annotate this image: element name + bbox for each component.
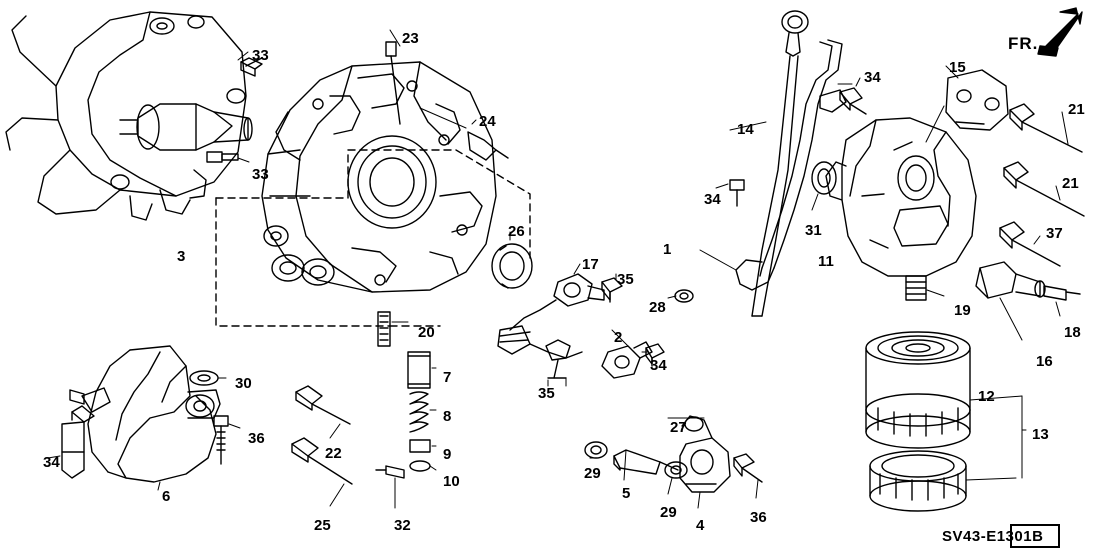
callout-20: 20 [418,324,435,341]
bolt-36-strainer [214,416,240,464]
callout-5: 5 [622,485,631,502]
callout-19: 19 [954,302,971,319]
callout-16: 16 [1036,353,1053,370]
bolt-23 [386,30,400,124]
callout-33-lower: 33 [252,166,269,183]
o-ring-31 [812,162,836,210]
callout-22: 22 [325,445,342,462]
callout-10: 10 [443,473,460,490]
callout-36-b: 36 [750,509,767,526]
callout-13: 13 [1032,426,1049,443]
bolt-25 [292,438,352,506]
callout-31: 31 [805,222,822,239]
oil-filter-base-11 [826,66,1008,300]
callout-8: 8 [443,408,452,425]
callout-4: 4 [696,517,705,534]
callout-26: 26 [508,223,525,240]
callout-15: 15 [949,59,966,76]
bolt-22 [296,386,350,438]
bracket-2 [602,330,652,378]
callout-24: 24 [479,113,496,130]
callout-25: 25 [314,517,331,534]
callout-28: 28 [649,299,666,316]
relief-valve-piston-7 [408,352,436,388]
callout-12: 12 [978,388,995,405]
callout-30: 30 [235,375,252,392]
callout-1: 1 [663,241,672,258]
callout-34: 34 [704,191,721,208]
callout-33: 33 [252,47,269,64]
callout-37: 37 [1046,225,1063,242]
fr-arrow [1038,8,1082,56]
callout-35: 35 [617,271,634,288]
callout-34-c: 34 [650,357,667,374]
camshaft-housing-assembly [6,12,252,220]
bolt-34-filter-base [840,78,866,114]
bolt-36-jet [734,454,762,498]
callout-21: 21 [1068,101,1085,118]
washer-29-right [665,462,687,494]
callout-7: 7 [443,369,452,386]
callout-32: 32 [394,517,411,534]
washer-10 [410,461,436,471]
relief-valve-spring-8 [410,392,436,432]
orientation-label: FR. [1008,34,1039,53]
callout-34-b: 34 [864,69,881,86]
callout-34-d: 34 [43,454,60,471]
washer-30 [190,371,226,385]
oil-pump-body [216,62,530,326]
oil-filter-12 [866,332,1022,448]
callout-17: 17 [582,256,599,273]
callout-35-b: 35 [538,385,555,402]
callout-3: 3 [177,248,186,265]
callout-2: 2 [614,329,623,346]
sensor-wire-harness [498,300,582,386]
callout-36: 36 [248,430,265,447]
washer-29-left [585,442,607,458]
callout-29: 29 [584,465,601,482]
callout-18: 18 [1064,324,1081,341]
callout-11: 11 [818,253,834,270]
callout-23: 23 [402,30,419,47]
plug-20 [378,312,408,346]
pin-32 [376,466,404,508]
part-code: SV43-E1301B [942,528,1044,545]
callout-6: 6 [162,488,171,505]
callout-14: 14 [737,121,754,138]
oil-strainer-6 [70,346,220,490]
callout-29-right: 29 [660,504,677,521]
washer-9 [410,440,436,452]
dipstick-assembly [730,11,808,316]
callout-27: 27 [670,419,687,436]
callout-21-lower: 21 [1062,175,1079,192]
oil-seal-26 [492,232,532,288]
callout-9: 9 [443,446,452,463]
